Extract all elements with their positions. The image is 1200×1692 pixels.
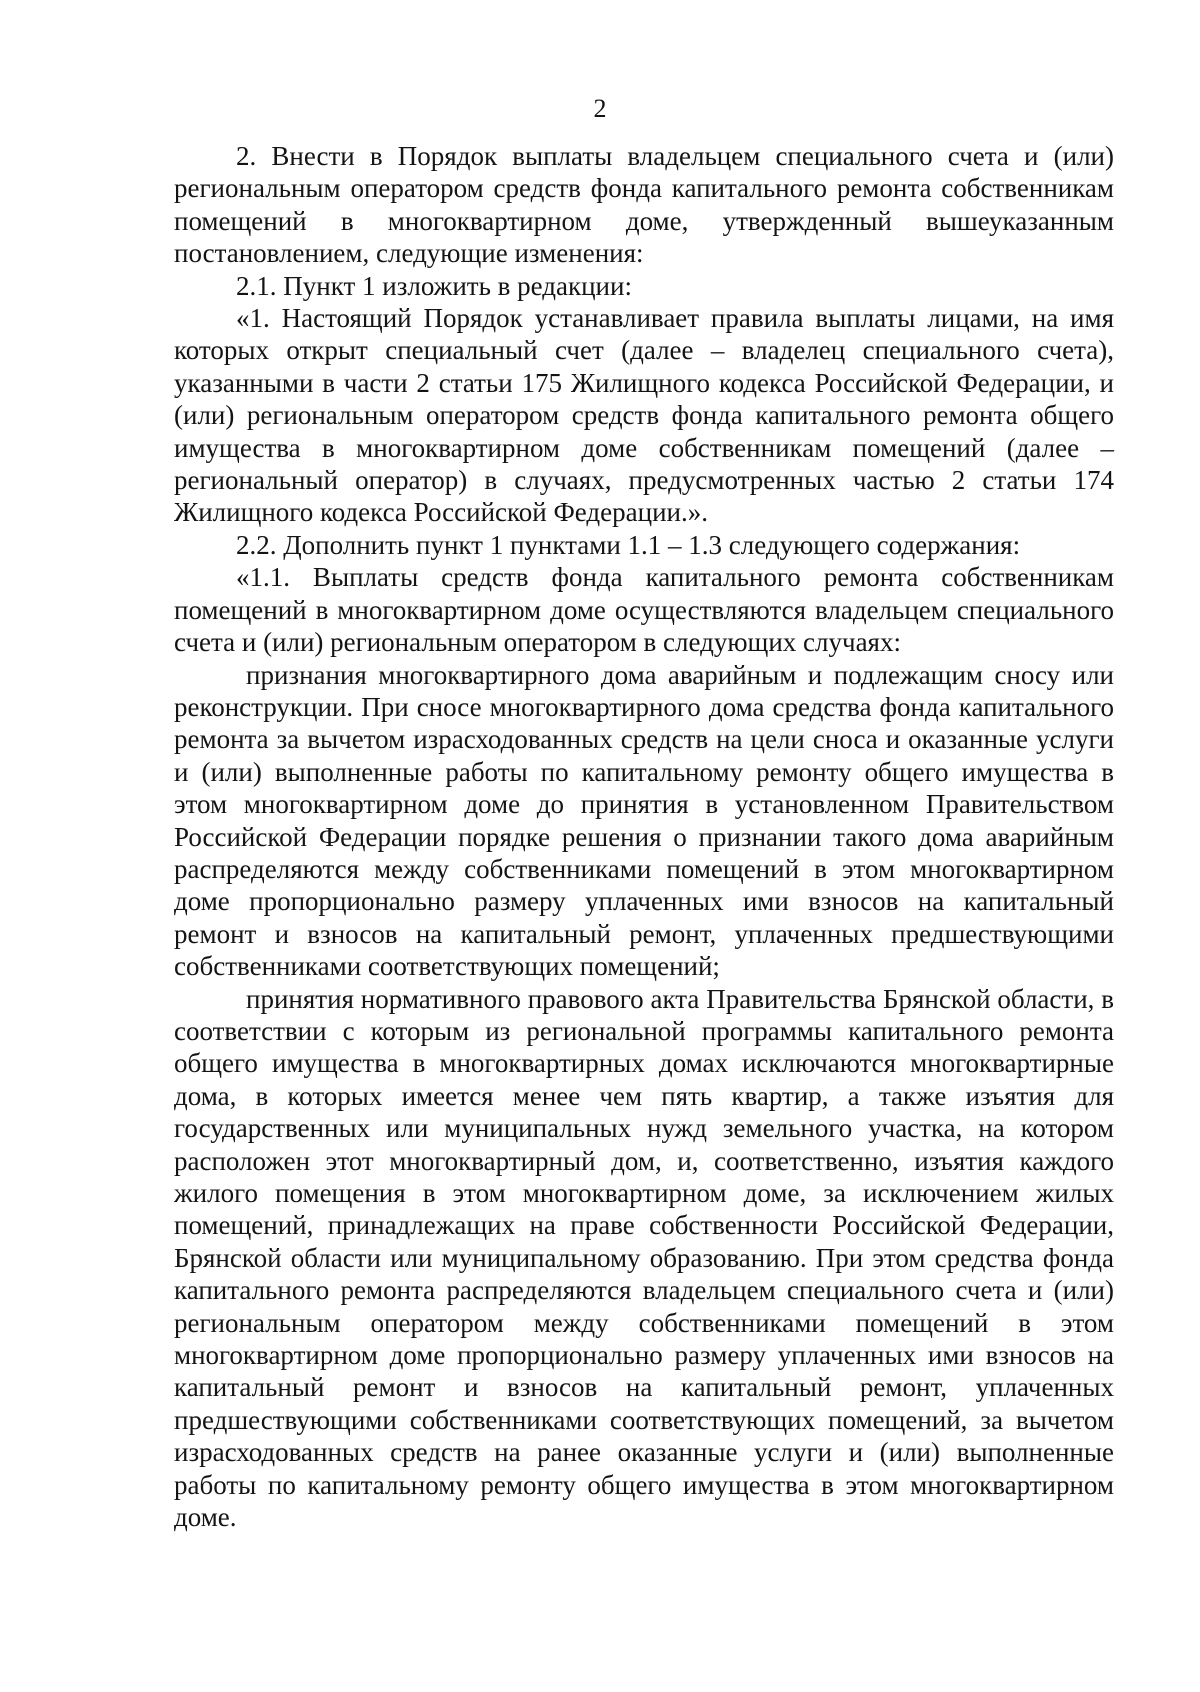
paragraph-amendment-2: 2. Внести в Порядок выплаты владельцем специального счета и (или) региональным оператором средств фонда капитального ремонта собственникам помещений в многоквартирном доме, утвержденный вышеуказанным постановлением, следующие изменения:	[174, 141, 1114, 269]
paragraph-1-1: «1.1. Выплаты средств фонда капитального ремонта собственникам помещений в многоквартирном доме осуществляются владельцем специального счета и (или) региональным оператором в следующих случаях:	[174, 562, 1114, 658]
paragraph-case-program-exclusion: принятия нормативного правового акта Правительства Брянской области, в соответствии с которым из региональной программы капитального ремонта общего имущества в многоквартирных домах исключаются многоквартирные дома, в которых имеется менее чем пять квартир, а также изъятия для государственных или муниципальных нужд земельного участка, на котором расположен этот многоквартирный дом, и, соответственно, изъятия каждого жилого помещения в этом многоквартирном доме, за исключением жилых помещений, принадлежащих на праве собственности Российской Федерации, Брянской области или муниципальному образованию. При этом средства фонда капитального ремонта распределяются владельцем специального счета и (или) региональным оператором между собственниками помещений в этом многоквартирном доме пропорционально размеру уплаченных ими взносов на капитальный ремонт и взносов на капитальный ремонт, уплаченных предшествующими собственниками соответствующих помещений, за вычетом израсходованных средств на ранее оказанные услуги и (или) выполненные работы по капитальному ремонту общего имущества в этом многоквартирном доме.	[174, 983, 1114, 1533]
paragraph-2-2: 2.2. Дополнить пункт 1 пунктами 1.1 – 1.3 следующего содержания:	[236, 529, 1021, 560]
page-number: 2	[593, 94, 607, 123]
document-body	[174, 140, 1114, 1533]
paragraph-2-1: 2.1. Пункт 1 изложить в редакции:	[236, 270, 632, 301]
paragraph-point-1-text: «1. Настоящий Порядок устанавливает правила выплаты лицами, на имя которых открыт специальный счет (далее – владелец специального счета), указанными в части 2 статьи 175 Жилищного кодекса Российской Федерации, и (или) региональным оператором средств фонда капитального ремонта общего имущества в многоквартирном доме собственникам помещений (далее – региональный оператор) в случаях, предусмотренных частью 2 статьи 174 Жилищного кодекса Российской Федерации.».	[174, 303, 1114, 528]
paragraph-case-emergency-house: признания многоквартирного дома аварийным и подлежащим сносу или реконструкции. При сносе многоквартирного дома средства фонда капитального ремонта за вычетом израсходованных средств на цели сноса и оказанные услуги и (или) выполненные работы по капитальному ремонту общего имущества в этом многоквартирном доме до принятия в установленном Правительством Российской Федерации порядке решения о признании такого дома аварийным распределяются между собственниками помещений в этом многоквартирном доме пропорционально размеру уплаченных ими взносов на капитальный ремонт и взносов на капитальный ремонт, уплаченных предшествующими собственниками соответствующих помещений;	[174, 659, 1114, 982]
